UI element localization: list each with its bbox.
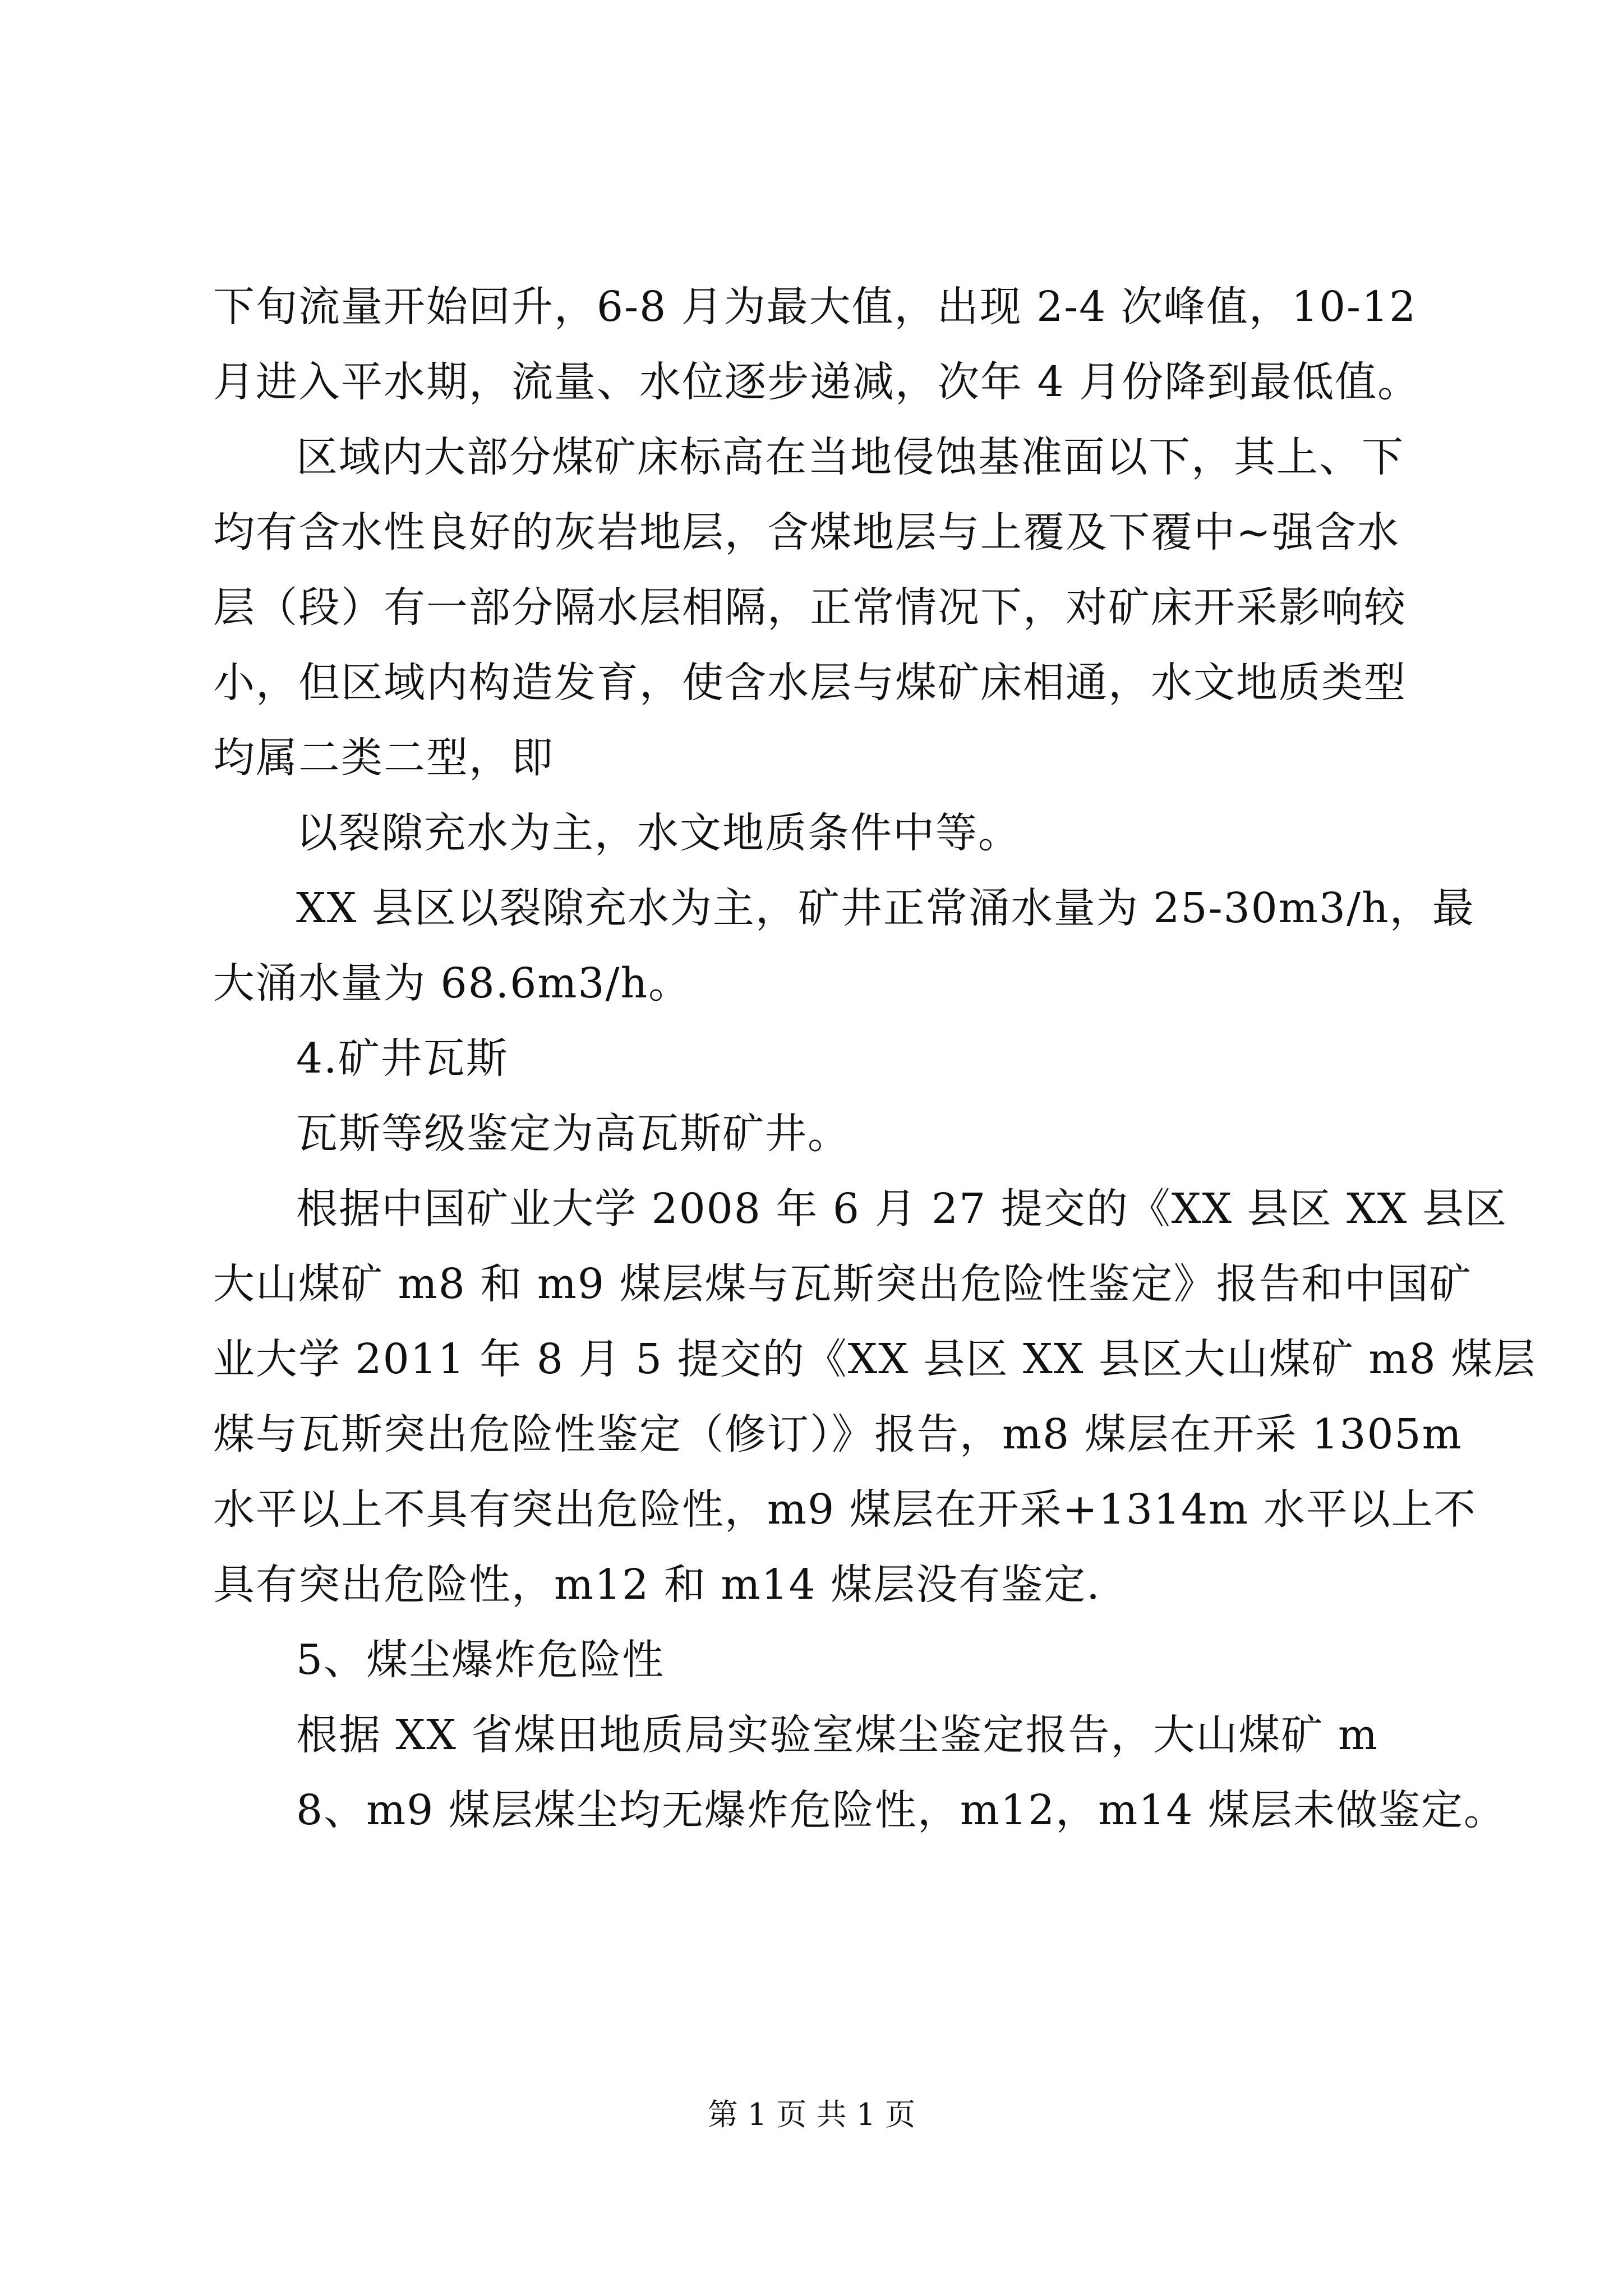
body-line-21: 8、m9 煤层煤尘均无爆炸危险性，m12，m14 煤层未做鉴定。 (296, 1786, 1507, 1834)
section-heading-gas: 4.矿井瓦斯 (296, 1034, 509, 1083)
body-line-9: XX 县区以裂隙充水为主，矿井正常涌水量为 25-30m3/h，最 (296, 884, 1475, 932)
body-line-2: 月进入平水期，流量、水位逐步递减，次年 4 月份降到最低值。 (213, 358, 1421, 406)
body-line-5: 层（段）有一部分隔水层相隔，正常情况下，对矿床开采影响较 (213, 583, 1407, 632)
body-line-14: 大山煤矿 m8 和 m9 煤层煤与瓦斯突出危险性鉴定》报告和中国矿 (213, 1260, 1472, 1308)
body-line-13: 根据中国矿业大学 2008 年 6 月 27 提交的《XX 县区 XX 县区 (296, 1185, 1507, 1233)
body-line-7: 均属二类二型，即 (213, 734, 554, 782)
page-footer: 第 1 页 共 1 页 (707, 2097, 916, 2132)
section-heading-dust: 5、煤尘爆炸危险性 (296, 1636, 665, 1684)
body-line-4: 均有含水性良好的灰岩地层，含煤地层与上覆及下覆中~强含水 (213, 508, 1400, 556)
body-line-3: 区域内大部分煤矿床标高在当地侵蚀基准面以下，其上、下 (296, 433, 1404, 481)
body-line-1: 下旬流量开始回升，6-8 月为最大值，出现 2-4 次峰值，10-12 (213, 283, 1417, 331)
body-line-15: 业大学 2011 年 8 月 5 提交的《XX 县区 XX 县区大山煤矿 m8 煤层 (213, 1335, 1537, 1383)
body-line-16: 煤与瓦斯突出危险性鉴定（修订）》报告，m8 煤层在开采 1305m (213, 1410, 1463, 1458)
body-line-8: 以裂隙充水为主，水文地质条件中等。 (296, 809, 1021, 857)
body-line-10: 大涌水量为 68.6m3/h。 (213, 959, 691, 1007)
body-line-6: 小，但区域内构造发育，使含水层与煤矿床相通，水文地质类型 (213, 659, 1407, 707)
document-body (213, 269, 1537, 1848)
body-line-12: 瓦斯等级鉴定为高瓦斯矿井。 (296, 1110, 850, 1158)
body-line-20: 根据 XX 省煤田地质局实验室煤尘鉴定报告，大山煤矿 m (296, 1711, 1379, 1759)
body-line-17: 水平以上不具有突出危险性，m9 煤层在开采+1314m 水平以上不 (213, 1485, 1477, 1534)
body-line-18: 具有突出危险性，m12 和 m14 煤层没有鉴定. (213, 1561, 1101, 1609)
